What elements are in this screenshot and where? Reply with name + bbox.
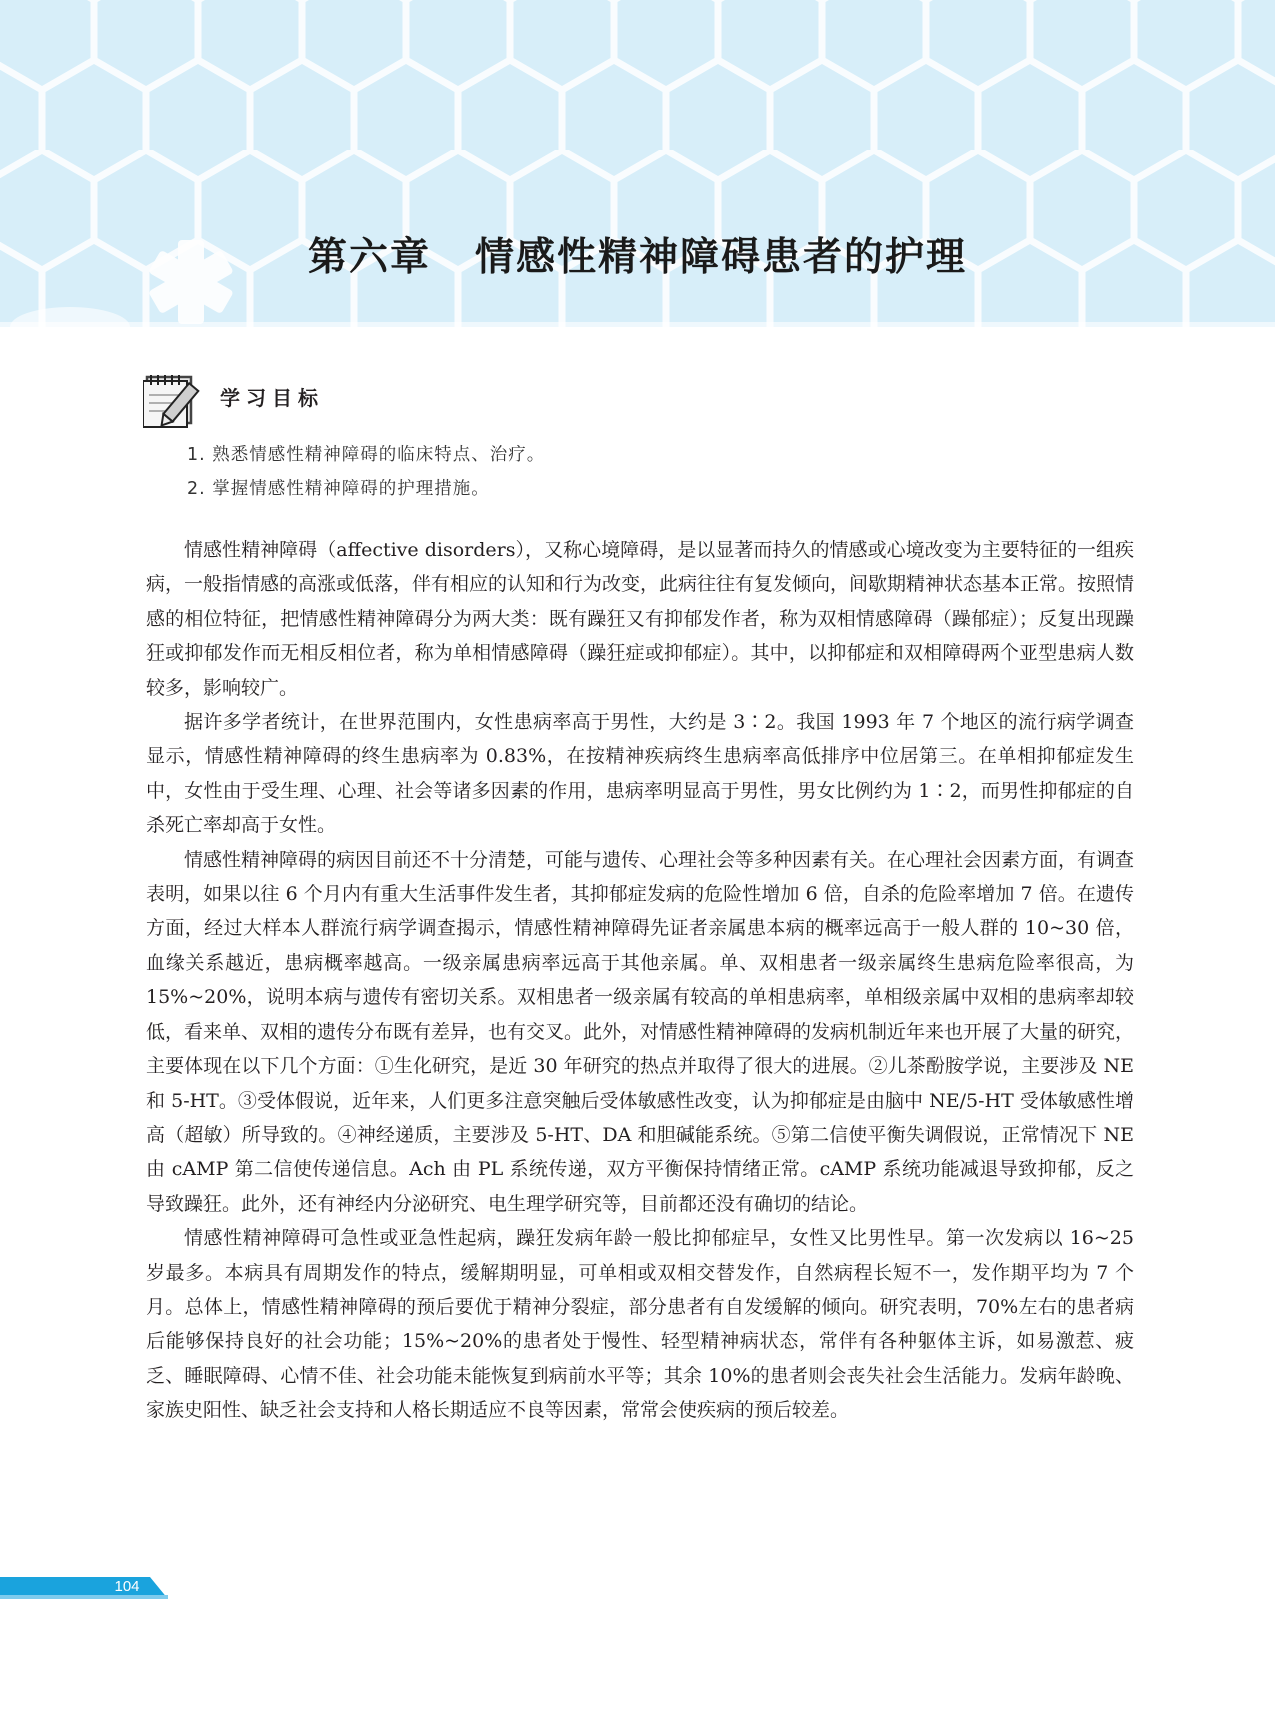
objectives-heading: 学习目标 [220, 386, 324, 410]
body-paragraph: 情感性精神障碍的病因目前还不十分清楚，可能与遗传、心理社会等多种因素有关。在心理社会因素方面，有调查表明，如果以往 6 个月内有重大生活事件发生者，其抑郁症发病的危险性增加 6 倍，自杀的危险率增加 7 倍。在遗传方面，经过大样本人群流行病学调查揭示，情感性精神障碍先证者亲属患本病的概率远高于一般人群的 10~30 倍，血缘关系越近，患病概率越高。一级亲属患病率远高于其他亲属。单、双相患者一级亲属终生患病危险率很高，为 15%~20%，说明本病与遗传有密切关系。双相患者一级亲属有较高的单相患病率，单相级亲属中双相的患病率却较低，看来单、双相的遗传分布既有差异，也有交叉。此外，对情感性精神障碍的发病机制近年来也开展了大量的研究，主要体现在以下几个方面：①生化研究，是近 30 年研究的热点并取得了很大的进展。②儿茶酚胺学说，主要涉及 NE 和 5-HT。③受体假说，近年来，人们更多注意突触后受体敏感性改变，认为抑郁症是由脑中 NE/5-HT 受体敏感性增高（超敏）所导致的。④神经递质，主要涉及 5-HT、DA 和胆碱能系统。⑤第二信使平衡失调假说，正常情况下 NE 由 cAMP 第二信使传递信息。Ach 由 PL 系统传递，双方平衡保持情绪正常。cAMP 系统功能减退导致抑郁，反之导致躁狂。此外，还有神经内分泌研究、电生理学研究等，目前都还没有确切的结论。 [146, 848, 1135, 1215]
chapter-title [0, 226, 1275, 282]
body-paragraph: 情感性精神障碍可急性或亚急性起病，躁狂发病年龄一般比抑郁症早，女性又比男性早。第一次发病以 16~25 岁最多。本病具有周期发作的特点，缓解期明显，可单相或双相交替发作，自然病程长短不一，发作期平均为 7 个月。总体上，情感性精神障碍的预后要优于精神分裂症，部分患者有自发缓解的倾向。研究表明，70%左右的患者病后能够保持良好的社会功能；15%~20%的患者处于慢性、轻型精神病状态，常伴有各种躯体主诉，如易激惹、疲乏、睡眠障碍、心情不佳、社会功能未能恢复到病前水平等；其余 10%的患者则会丧失社会生活能力。发病年龄晚、家族史阳性、缺乏社会支持和人格长期适应不良等因素，常常会使疾病的预后较差。 [146, 1227, 1134, 1422]
page-number: 104 [114, 1578, 140, 1595]
objective-item: 2. 掌握情感性精神障碍的护理措施。 [187, 479, 490, 499]
chapter-title-text: 情感性精神障碍患者的护理 [475, 234, 968, 280]
body-paragraph: 据许多学者统计，在世界范围内，女性患病率高于男性，大约是 3∶2。我国 1993 年 7 个地区的流行病学调查显示，情感性精神障碍的终生患病率为 0.83%，在按精神疾病终生患病率高低排序中位居第三。在单相抑郁症发生中，女性由于受生理、心理、社会等诸多因素的作用，患病率明显高于男性，男女比例约为 1∶2，而男性抑郁症的自杀死亡率却高于女性。 [146, 711, 1134, 837]
notepad-pencil-icon [143, 367, 201, 429]
body-text [146, 533, 1134, 1428]
body-paragraph: 情感性精神障碍（affective disorders），又称心境障碍，是以显著而持久的情感或心境改变为主要特征的一组疾病，一般指情感的高涨或低落，伴有相应的认知和行为改变，此病往往有复发倾向，间歇期精神状态基本正常。按照情感的相位特征，把情感性精神障碍分为两大类：既有躁狂又有抑郁发作者，称为双相情感障碍（躁郁症）；反复出现躁狂或抑郁发作而无相反相位者，称为单相情感障碍（躁狂症或抑郁症）。其中，以抑郁症和双相障碍两个亚型患病人数较多，影响较广。 [146, 539, 1135, 699]
objective-item: 1. 熟悉情感性精神障碍的临床特点、治疗。 [187, 445, 546, 465]
chapter-number: 第六章 [307, 234, 431, 280]
objectives-list [187, 438, 1087, 506]
